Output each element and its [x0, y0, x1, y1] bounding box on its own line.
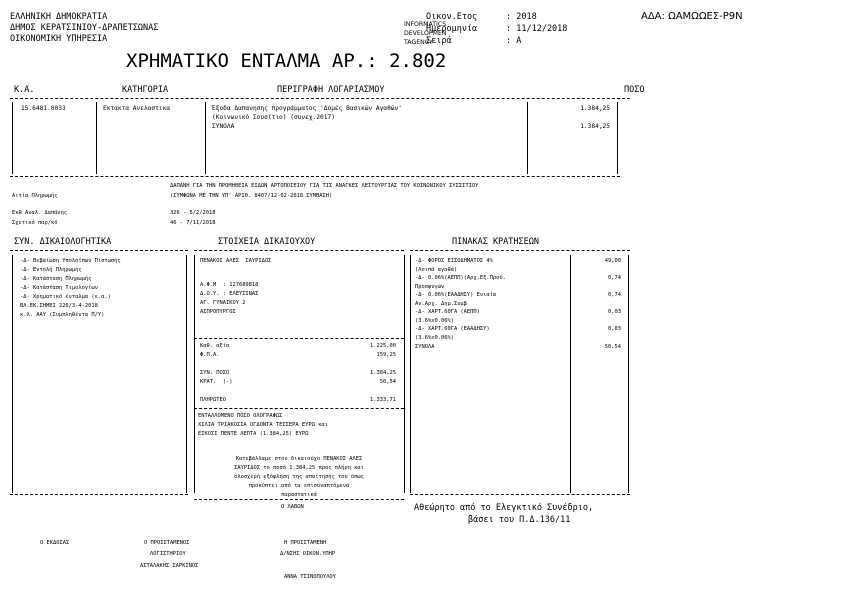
deductions-bottom-rule [410, 494, 630, 495]
beneficiary-street: ΑΓ. ΓΥΝΑΙΚΟΥ 2 [200, 300, 246, 306]
cause-line-1: ΔΑΠΑΝΗ ΓΙΑ ΤΗΝ ΠΡΟΜΗΘΕΙΑ ΕΙΔΩΝ ΑΡΤΟΠΟΙΕΙΟΥ ΓΙΑ ΤΙΣ ΑΝΑΓΚΕΣ ΛΕΙΤΟΥΡΓΙΑΣ ΤΟΥ ΚΟΙΝΩΝΙΚΟΥ ΣΥΣΣΙΤΙΟΥ [170, 183, 479, 189]
account-description-total: ΣΥΝΟΛΑ [212, 123, 235, 130]
documents-border-left [12, 255, 13, 493]
col-header-category: ΚΑΤΗΓΟΡΙΑ [122, 85, 169, 95]
accounting-head-name: ΑΣΤΑΛΑΚΗΣ ΣΑΡΚΙΝΟΣ [140, 563, 199, 569]
audit-note-line-2: βάσει του Π.Δ.136/11 [468, 515, 571, 525]
series-label: Σειρά [426, 36, 452, 46]
commitment-label: Εκθ Αναλ. Δαπάνης [12, 210, 68, 216]
gross-total-label: ΣΥΝ. ΠΟΣΟ [200, 370, 230, 376]
payable-amount: 1.333,71 [370, 397, 396, 403]
deduction-subline: (3.6%x0.06%) [415, 335, 454, 341]
deduction-subline: Προσφυγών [415, 284, 445, 290]
documents-bottom-rule [10, 494, 188, 495]
account-description-line-1: Έξοδα Δαπανησης προγράμματος 'Δομές Βασικών Αγαθών' [212, 105, 402, 112]
deductions-divider [570, 255, 571, 493]
document-item: -Δ- Κατάσταση Τιμολογίων [20, 285, 98, 291]
beneficiary-bottom-rule [194, 499, 404, 500]
section-deductions-title: ΠΙΝΑΚΑΣ ΚΡΑΤΗΣΕΩΝ [452, 237, 539, 247]
deduction-subline: Αν.Αρχ. Δημ.Συμβ [415, 301, 467, 307]
audit-note-line-1: Αθεώρητο από το Ελεγκτικό Συνέδριο, [414, 503, 594, 513]
deductions-total-label: ΣΥΝΟΛΑ [415, 344, 435, 350]
watermark-line-2: DEVELOPMEN [404, 30, 447, 37]
commitment-value: 326 - 5/2/2018 [170, 210, 216, 216]
finance-head-dept: Δ/ΝΣΗΣ ΟΙΚΟΝ.ΥΠΗΡ [280, 551, 336, 557]
beneficiary-top-rule [194, 250, 404, 251]
document-item: κ.λ. ΑΑΥ (Συμπληθέντα Π/Υ) [20, 312, 105, 318]
beneficiary-doy: Δ.Ο.Υ. : ΕΛΕΥΣΙΝΑΣ [200, 291, 259, 297]
documents-top-rule [10, 250, 188, 251]
date-label: Ημερομηνία [426, 24, 478, 34]
deductions-border-right [628, 255, 629, 493]
amounts-top-rule [194, 338, 404, 339]
org-line-3: ΟΙΚΟΝΟΜΙΚΗ ΥΠΗΡΕΣΙΑ [10, 34, 108, 44]
payable-label: ΠΛΗΡΩΤΕΟ [200, 397, 226, 403]
fiscal-year-label: Οικον.Ετος [426, 12, 478, 22]
documents-border-right [186, 255, 187, 493]
amount-in-words-title: ΕΝΤΑΛΛΟΜΕΝΟ ΠΟΣΟ ΟΛΟΓΡΑΦΩΣ [198, 413, 283, 419]
receipt-line-1: Κατεβάλλαμε στον δικαιούχο ΠΕΝΑΚΟΣ ΑΛΕΣ [235, 456, 363, 462]
section-documents-title: ΣΥΝ. ΔΙΚΑΙΟΛΟΓΗΤΙΚΑ [14, 237, 112, 247]
watermark-line-1: INFORMATICS [404, 21, 447, 28]
beneficiary-afm: Α.Φ.Μ : 127689818 [200, 282, 259, 288]
account-code: 15.6481.0033 [21, 105, 66, 112]
deductions-top-rule [410, 250, 630, 251]
finance-head-name: ΑΝΝΑ ΤΣΙΝΟΠΟΥΛΟΥ [284, 574, 336, 580]
table-border-right [617, 102, 618, 174]
receipt-line-3: ολοσχερή εξόφληση της απαίτησής του όπως [234, 474, 364, 480]
account-total: 1.384,25 [580, 123, 610, 130]
deduction-value: 49,00 [604, 258, 621, 264]
accounting-head-title: Ο ΠΡΟΙΣΤΑΜΕΝΟΣ [144, 540, 190, 546]
document-item: -Δ- Εντολή Πληρωμής [20, 267, 82, 273]
beneficiary-border-right [404, 255, 405, 493]
deduction-line: -Δ- ΧΑΡΤ.60ΓΑ (ΕΑΑΔΗΣΥ) [415, 326, 490, 332]
table-border-left [12, 102, 13, 174]
table-bottom-rule [10, 176, 620, 177]
cause-label: Αιτία Πληρωμής [12, 193, 58, 199]
deduction-line: -Δ- ΧΑΡΤ.60ΓΑ (ΑΕΠΠ) [415, 309, 480, 315]
beneficiary-name: ΠΕΝΑΚΟΣ ΑΛΕΣ ΣΑΥΡΙΔΟΣ [200, 258, 272, 264]
deduction-subline: (Λοιπά αγαθά) [415, 267, 458, 273]
deduction-value: 0,03 [608, 326, 621, 332]
gross-total-amount: 1.384,25 [370, 370, 396, 376]
table-divider-2 [205, 102, 206, 174]
section-beneficiary-title: ΣΤΟΙΧΕΙΑ ΔΙΚΑΙΟΥΧΟΥ [218, 237, 316, 247]
receipt-line-2: ΣΑΥΡΙΔΟΣ το ποσό 1.384,25 προς πλήρη και [234, 465, 364, 471]
related-label: Σχετικό παρ/κό [12, 220, 58, 226]
net-value-amount: 1.225,00 [370, 343, 396, 349]
document-item: -Δ- Χρηματικό ένταλμα (ε.α.) [20, 294, 111, 300]
amounts-bottom-rule [194, 408, 404, 409]
deduction-line: -Δ- 0.06%(ΕΑΑΔΗΣΥ) Ενιαία [415, 292, 497, 298]
document-item: -Δ- Βεβαίωση Υπολοίπων Πίστωσης [20, 258, 121, 264]
accounting-head-dept: ΛΟΓΙΣΤΗΡΙΟΥ [150, 551, 186, 557]
net-value-label: Καθ. αξία [200, 343, 230, 349]
deduction-line: -Δ- ΦΟΡΟΣ ΕΙΣΟΔΗΜΑΤΟΣ 4% [415, 258, 493, 264]
fiscal-year-value: : 2018 [506, 12, 537, 22]
col-header-amount: ΠΟΣΟ [624, 85, 645, 95]
deduction-value: 0,74 [608, 292, 621, 298]
document-item: -Δ- Κατάσταση Πληρωμής [20, 276, 92, 282]
beneficiary-city: ΑΣΠΡΟΠΥΡΓΟΣ [200, 309, 236, 315]
col-header-description: ΠΕΡΙΓΡΑΦΗ ΛΟΓΑΡΙΑΣΜΟΥ [277, 85, 385, 95]
date-value: : 11/12/2018 [506, 24, 568, 34]
deductions-border-left [410, 255, 411, 493]
deduction-line: -Δ- 0.06%(ΑΕΠΠ)(Αρχ.Εξ.Προϋ. [415, 275, 506, 281]
issuer-signature-title: Ο ΕΚΔΟΣΑΣ [40, 540, 70, 546]
deduction-subline: (3.6%x0.06%) [415, 318, 454, 324]
deduction-value: 0,74 [608, 275, 621, 281]
col-header-ka: Κ.Α. [14, 85, 35, 95]
amount-in-words-line-1: ΧΙΛΙΑ ΤΡΙΑΚΟΣΙΑ ΟΓΔΟΝΤΑ ΤΕΣΣΕΡΑ ΕΥΡΩ και [198, 422, 328, 428]
page-title: ΧΡΗΜΑΤΙΚΟ ΕΝΤΑΛΜΑ ΑΡ.: 2.802 [126, 50, 447, 72]
org-line-1: ΕΛΛΗΝΙΚΗ ΔΗΜΟΚΡΑΤΙΑ [10, 12, 108, 22]
vat-label: Φ.Π.Α. [200, 352, 220, 358]
cause-line-2: (ΣΥΜΦΩΝΑ ΜΕ ΤΗΝ ΥΠ' ΑΡΙΘ. 8407/12-02-2018 ΣΥΜΒΑΣΗ) [170, 193, 333, 199]
account-description-line-2: (Κοινωνικό Σουσίτιο) (συνεχ.2017) [212, 114, 335, 121]
account-category: Εκτακτα Ανελαστικα [103, 105, 171, 112]
deductions-label: ΚΡΑΤ. (-) [200, 379, 233, 385]
receipt-line-5: παραστατικά [281, 492, 317, 498]
receiver-label: Ο ΛΑΒΩΝ [281, 504, 304, 510]
document-item: ΒΛ.ΕΚ.ΣΗΜΕΙ 226/3-4-2018 [20, 303, 98, 309]
header-divider [10, 98, 630, 99]
receipt-line-4: προκύπτει από τα επισυναπτόμενα [248, 483, 350, 489]
deduction-value: 0,03 [608, 309, 621, 315]
finance-head-title: Η ΠΡΟΙΣΤΑΜΕΝΗ [284, 540, 327, 546]
ada-code: ΑΔΑ: ΩΑΜΩΩΕΣ-Ρ9Ν [641, 11, 743, 22]
table-divider-1 [96, 102, 97, 174]
amount-in-words-line-2: ΕΙΚΟΣΙ ΠΕΝΤΕ ΛΕΠΤΑ (1.384,25) ΕΥΡΩ [198, 431, 309, 437]
table-divider-3 [527, 102, 528, 174]
vat-amount: 159,25 [376, 352, 396, 358]
account-amount: 1.384,25 [580, 105, 610, 112]
watermark-line-3: TAGENCY [404, 39, 433, 46]
beneficiary-border-left [194, 255, 195, 493]
org-line-2: ΔΗΜΟΣ ΚΕΡΑΤΣΙΝΙΟΥ-ΔΡΑΠΕΤΣΩΝΑΣ [10, 23, 159, 33]
deductions-total-value: 50,54 [604, 344, 621, 350]
deductions-amount: 50,54 [379, 379, 396, 385]
series-value: : Α [506, 36, 522, 46]
related-value: 46 - 7/11/2018 [170, 220, 216, 226]
